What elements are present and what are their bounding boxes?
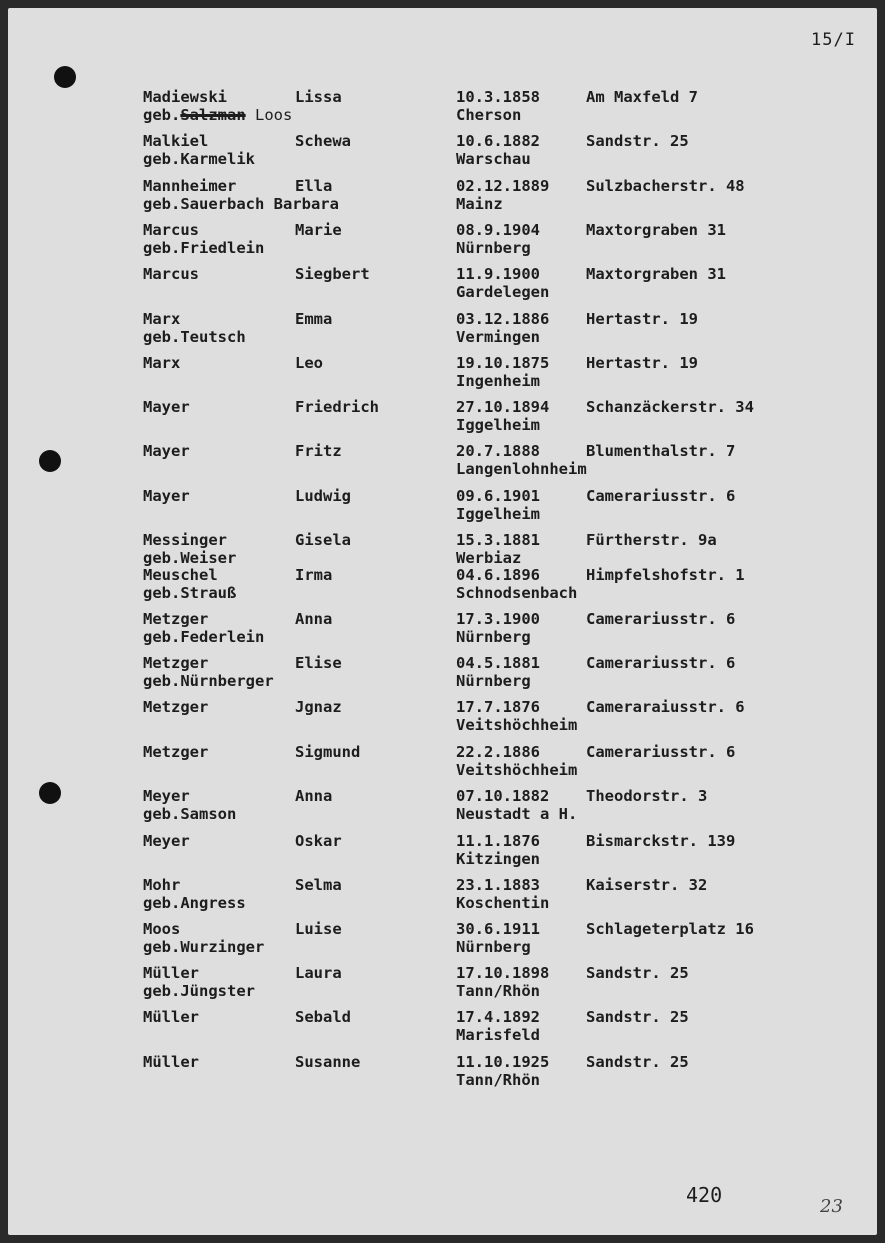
register-entry <box>8 442 877 486</box>
register-entry <box>8 221 877 265</box>
birth-place: Koschentin <box>456 894 550 912</box>
register-entry <box>8 88 877 132</box>
birth-date: 04.6.1896 <box>456 566 540 584</box>
surname: Metzger <box>143 610 209 628</box>
register-entry <box>8 1008 877 1052</box>
first-name: Selma <box>295 876 342 894</box>
first-name: Luise <box>295 920 342 938</box>
surname: Messinger <box>143 531 227 549</box>
maiden-name: geb.Wurzinger <box>143 938 265 956</box>
maiden-name: geb.Angress <box>143 894 246 912</box>
address: Camerariusstr. 6 <box>586 487 736 505</box>
birth-place: Warschau <box>456 150 531 168</box>
maiden-name: geb.Friedlein <box>143 239 265 257</box>
maiden-name <box>143 106 292 124</box>
first-name: Siegbert <box>295 265 370 283</box>
register-entry <box>8 354 877 398</box>
register-entry <box>8 787 877 831</box>
birth-date: 19.10.1875 <box>456 354 550 372</box>
birth-place: Tann/Rhön <box>456 982 540 1000</box>
birth-place: Kitzingen <box>456 850 540 868</box>
birth-date: 04.5.1881 <box>456 654 540 672</box>
birth-place: Gardelegen <box>456 283 550 301</box>
register-entry <box>8 1053 877 1097</box>
register-entry <box>8 566 877 610</box>
address: Schanzäckerstr. 34 <box>586 398 754 416</box>
birth-date: 17.3.1900 <box>456 610 540 628</box>
first-name: Emma <box>295 310 333 328</box>
address: Hertastr. 19 <box>586 354 698 372</box>
maiden-correction: Loos <box>245 106 293 124</box>
surname: Marcus <box>143 265 199 283</box>
first-name: Lissa <box>295 88 342 106</box>
address: Sandstr. 25 <box>586 1053 689 1071</box>
register-entry <box>8 265 877 309</box>
first-name: Anna <box>295 610 333 628</box>
document-page <box>8 8 877 1235</box>
surname: Metzger <box>143 698 209 716</box>
address: Camerariusstr. 6 <box>586 610 736 628</box>
surname: Müller <box>143 1008 199 1026</box>
first-name: Jgnaz <box>295 698 342 716</box>
birth-date: 20.7.1888 <box>456 442 540 460</box>
footer-page-number: 420 <box>686 1183 723 1207</box>
first-name: Laura <box>295 964 342 982</box>
surname: Meuschel <box>143 566 218 584</box>
surname: Metzger <box>143 743 209 761</box>
register-entry <box>8 177 877 221</box>
first-name: Fritz <box>295 442 342 460</box>
birth-place: Vermingen <box>456 328 540 346</box>
surname: Metzger <box>143 654 209 672</box>
birth-date: 15.3.1881 <box>456 531 540 549</box>
address: Schlageterplatz 16 <box>586 920 754 938</box>
surname: Mayer <box>143 398 190 416</box>
first-name: Schewa <box>295 132 351 150</box>
birth-place: Cherson <box>456 106 522 124</box>
first-name: Susanne <box>295 1053 361 1071</box>
birth-date: 09.6.1901 <box>456 487 540 505</box>
surname: Mayer <box>143 442 190 460</box>
register-entry <box>8 398 877 442</box>
register-entry <box>8 964 877 1008</box>
address: Fürtherstr. 9a <box>586 531 717 549</box>
birth-date: 27.10.1894 <box>456 398 550 416</box>
surname: Mayer <box>143 487 190 505</box>
maiden-name: geb.Nürnberger <box>143 672 274 690</box>
birth-place: Nürnberg <box>456 938 531 956</box>
register-entry <box>8 832 877 876</box>
struck-maiden-name: Salzman <box>180 106 246 124</box>
birth-date: 30.6.1911 <box>456 920 540 938</box>
first-name: Irma <box>295 566 333 584</box>
address: Maxtorgraben 31 <box>586 221 726 239</box>
maiden-name: geb.Jüngster <box>143 982 255 1000</box>
address: Sandstr. 25 <box>586 132 689 150</box>
surname: Mannheimer <box>143 177 237 195</box>
first-name: Anna <box>295 787 333 805</box>
punch-hole-top <box>54 66 76 88</box>
address: Cameraraiusstr. 6 <box>586 698 745 716</box>
surname: Meyer <box>143 787 190 805</box>
first-name: Ella <box>295 177 333 195</box>
birth-date: 23.1.1883 <box>456 876 540 894</box>
birth-date: 17.7.1876 <box>456 698 540 716</box>
register-entry <box>8 310 877 354</box>
first-name: Marie <box>295 221 342 239</box>
first-name: Friedrich <box>295 398 379 416</box>
birth-place: Langenlohnheim <box>456 460 587 478</box>
first-name: Gisela <box>295 531 351 549</box>
maiden-name: geb.Sauerbach Barbara <box>143 195 339 213</box>
address: Blumenthalstr. 7 <box>586 442 736 460</box>
surname: Malkiel <box>143 132 209 150</box>
register-entry <box>8 698 877 742</box>
address: Camerariusstr. 6 <box>586 654 736 672</box>
birth-place: Veitshöchheim <box>456 761 578 779</box>
register-entry <box>8 610 877 654</box>
surname: Müller <box>143 964 199 982</box>
handwritten-number: 23 <box>820 1196 843 1217</box>
address: Kaiserstr. 32 <box>586 876 708 894</box>
birth-date: 11.9.1900 <box>456 265 540 283</box>
birth-place: Veitshöchheim <box>456 716 578 734</box>
maiden-name: geb.Teutsch <box>143 328 246 346</box>
birth-place: Marisfeld <box>456 1026 540 1044</box>
surname: Moos <box>143 920 181 938</box>
birth-date: 07.10.1882 <box>456 787 550 805</box>
address: Theodorstr. 3 <box>586 787 708 805</box>
register-entry <box>8 876 877 920</box>
birth-date: 17.4.1892 <box>456 1008 540 1026</box>
birth-place: Mainz <box>456 195 503 213</box>
register-entry <box>8 743 877 787</box>
address: Sandstr. 25 <box>586 1008 689 1026</box>
first-name: Sebald <box>295 1008 351 1026</box>
birth-place: Ingenheim <box>456 372 540 390</box>
maiden-name: geb.Strauß <box>143 584 237 602</box>
birth-place: Neustadt a H. <box>456 805 578 823</box>
register-entry <box>8 132 877 176</box>
birth-date: 03.12.1886 <box>456 310 550 328</box>
birth-place: Werbiaz <box>456 549 522 567</box>
birth-place: Tann/Rhön <box>456 1071 540 1089</box>
first-name: Oskar <box>295 832 342 850</box>
birth-date: 02.12.1889 <box>456 177 550 195</box>
first-name: Sigmund <box>295 743 361 761</box>
maiden-name: geb.Samson <box>143 805 237 823</box>
address: Sulzbacherstr. 48 <box>586 177 745 195</box>
register-entry <box>8 487 877 531</box>
maiden-prefix: geb. <box>143 106 181 124</box>
first-name: Leo <box>295 354 323 372</box>
birth-date: 08.9.1904 <box>456 221 540 239</box>
surname: Marx <box>143 310 181 328</box>
maiden-name: geb.Karmelik <box>143 150 255 168</box>
address: Am Maxfeld 7 <box>586 88 698 106</box>
surname: Meyer <box>143 832 190 850</box>
address: Hertastr. 19 <box>586 310 698 328</box>
birth-place: Nürnberg <box>456 672 531 690</box>
maiden-name: geb.Weiser <box>143 549 237 567</box>
first-name: Elise <box>295 654 342 672</box>
surname: Marx <box>143 354 181 372</box>
address: Maxtorgraben 31 <box>586 265 726 283</box>
surname: Madiewski <box>143 88 227 106</box>
surname: Müller <box>143 1053 199 1071</box>
address: Himpfelshofstr. 1 <box>586 566 745 584</box>
birth-date: 10.3.1858 <box>456 88 540 106</box>
birth-place: Nürnberg <box>456 239 531 257</box>
surname: Mohr <box>143 876 181 894</box>
birth-date: 22.2.1886 <box>456 743 540 761</box>
address: Camerariusstr. 6 <box>586 743 736 761</box>
birth-place: Nürnberg <box>456 628 531 646</box>
address: Bismarckstr. 139 <box>586 832 736 850</box>
birth-place: Iggelheim <box>456 416 540 434</box>
surname: Marcus <box>143 221 199 239</box>
birth-date: 10.6.1882 <box>456 132 540 150</box>
page-label: 15/I <box>811 30 856 50</box>
birth-date: 11.1.1876 <box>456 832 540 850</box>
birth-date: 17.10.1898 <box>456 964 550 982</box>
address: Sandstr. 25 <box>586 964 689 982</box>
register-entry <box>8 654 877 698</box>
birth-place: Schnodsenbach <box>456 584 578 602</box>
first-name: Ludwig <box>295 487 351 505</box>
maiden-name: geb.Federlein <box>143 628 265 646</box>
birth-place: Iggelheim <box>456 505 540 523</box>
birth-date: 11.10.1925 <box>456 1053 550 1071</box>
register-entry <box>8 920 877 964</box>
